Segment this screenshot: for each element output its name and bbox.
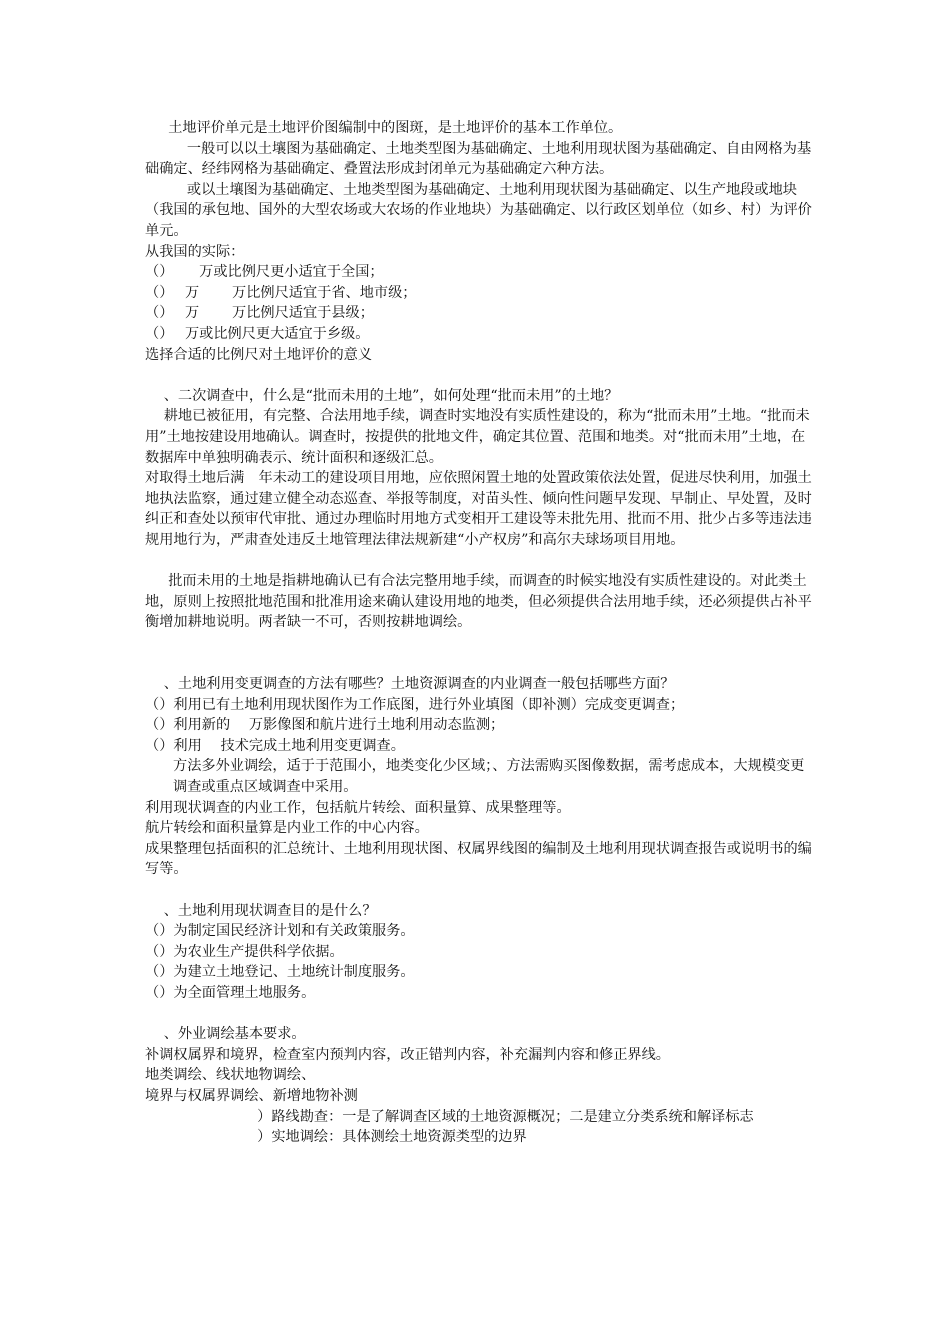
paragraph: 、外业调绘基本要求。 bbox=[145, 1026, 306, 1043]
paragraph: （） 万或比例尺更小适宜于全国； bbox=[145, 264, 384, 281]
paragraph: 、土地利用现状调查目的是什么？ bbox=[145, 902, 377, 919]
paragraph: 、土地利用变更调查的方法有哪些？土地资源调查的内业调查一般包括哪些方面？ bbox=[145, 676, 675, 693]
paragraph: 一般可以以土壤图为基础确定、土地类型图为基础确定、土地利用现状图为基础确定、自由网格为基础确定、经纬网格为基础确定、叠置法形成封闭单元为基础确定六种方法。 bbox=[145, 140, 812, 178]
paragraph: 对取得土地后满 年未动工的建设项目用地，应依照闲置土地的处置政策依法处置，促进尽快利用，加强土地执法监察，通过建立健全动态巡查、举报等制度，对苗头性、倾向性问题早发现、早制止、早处置，及时纠正和查处以预审代审批、通过办理临时用地方式变相开工建设等未批先用、批而不用、批少占多等违法违规用地行为，严肃查处违反土地管理法律法规新建“小产权房”和高尔夫球场项目用地。 bbox=[145, 470, 812, 548]
document-body bbox=[145, 118, 815, 1148]
paragraph bbox=[145, 653, 815, 674]
paragraph: 补调权属界和境界，检查室内预判内容，改正错判内容，补充漏判内容和修正界线。 bbox=[145, 1046, 670, 1063]
paragraph: （） 万 万比例尺适宜于县级； bbox=[145, 305, 374, 322]
paragraph: 耕地已被征用，有完整、合法用地手续，调查时实地没有实质性建设的，称为“批而未用”土地。“批而未用”土地按建设用地确认。调查时，按提供的批地文件，确定其位置、范围和地类。对“批而未用”土地，在数据库中单独明确表示、统计面积和逐级汇总。 bbox=[145, 408, 810, 466]
paragraph: （）为建立土地登记、土地统计制度服务。 bbox=[145, 964, 415, 981]
paragraph: ）实地调绘：具体测绘土地资源类型的边界 bbox=[145, 1129, 527, 1146]
paragraph: 境界与权属界调绘、新增地物补测 bbox=[145, 1087, 358, 1104]
paragraph: （）为制定国民经济计划和有关政策服务。 bbox=[145, 923, 415, 940]
paragraph: 方法多外业调绘，适于于范围小，地类变化少区域；、方法需购买图像数据，需考虑成本，大规模变更调查或重点区域调查中采用。 bbox=[173, 758, 805, 795]
paragraph: ）路线勘查：一是了解调查区域的土地资源概况；二是建立分类系统和解译标志 bbox=[145, 1108, 754, 1125]
paragraph: 批而未用的土地是指耕地确认已有合法完整用地手续，而调查的时候实地没有实质性建设的。对此类土地，原则上按照批地范围和批准用途来确认建设用地的地类，但必须提供合法用地手续，还必须提供占补平衡增加耕地说明。两者缺一不可，否则按耕地调绘。 bbox=[145, 573, 812, 631]
paragraph: 从我国的实际： bbox=[145, 243, 245, 260]
paragraph: 选择合适的比例尺对土地评价的意义 bbox=[145, 346, 373, 363]
paragraph: （） 万 万比例尺适宜于省、地市级； bbox=[145, 284, 417, 301]
paragraph: （）为农业生产提供科学依据。 bbox=[145, 943, 344, 960]
paragraph bbox=[145, 550, 815, 571]
paragraph: 地类调绘、线状地物调绘、 bbox=[145, 1067, 316, 1084]
paragraph: （） 万或比例尺更大适宜于乡级。 bbox=[145, 325, 370, 342]
paragraph: 利用现状调查的内业工作，包括航片转绘、面积量算、成果整理等。 bbox=[145, 799, 571, 816]
paragraph: 、二次调查中，什么是“批而未用的土地”，如何处理“批而未用”的土地？ bbox=[145, 387, 619, 404]
paragraph: （）利用 技术完成土地利用变更调查。 bbox=[145, 737, 405, 754]
paragraph bbox=[145, 1004, 815, 1025]
paragraph: 或以土壤图为基础确定、土地类型图为基础确定、土地利用现状图为基础确定、以生产地段或地块（我国的承包地、国外的大型农场或大农场的作业地块）为基础确定、以行政区划单位（如乡、村）为评价单元。 bbox=[145, 181, 812, 239]
paragraph: （）为全面管理土地服务。 bbox=[145, 984, 316, 1001]
paragraph: 成果整理包括面积的汇总统计、土地利用现状图、权属界线图的编制及土地利用现状调查报告或说明书的编写等。 bbox=[145, 840, 812, 878]
paragraph bbox=[145, 365, 815, 386]
paragraph: （）利用已有土地利用现状图作为工作底图，进行外业填图（即补测）完成变更调查； bbox=[145, 696, 685, 713]
paragraph: （）利用新的 万影像图和航片进行土地利用动态监测； bbox=[145, 717, 505, 734]
paragraph bbox=[145, 633, 815, 654]
paragraph: 土地评价单元是土地评价图编制中的图斑，是土地评价的基本工作单位。 bbox=[145, 120, 623, 136]
paragraph: 航片转绘和面积量算是内业工作的中心内容。 bbox=[145, 820, 429, 837]
paragraph bbox=[145, 880, 815, 901]
